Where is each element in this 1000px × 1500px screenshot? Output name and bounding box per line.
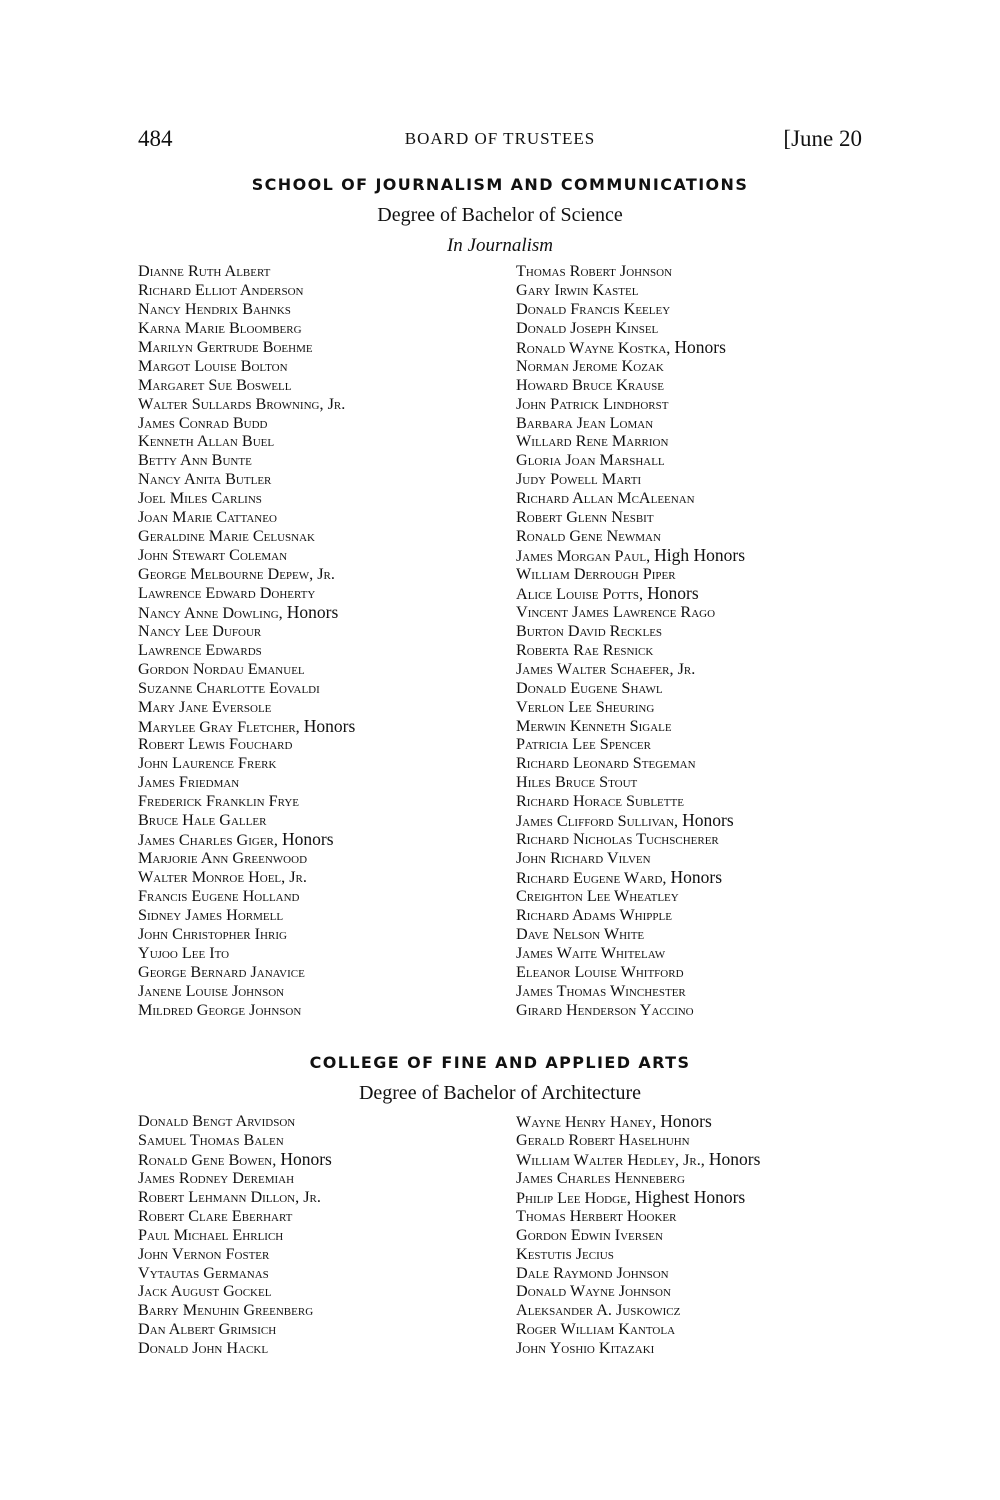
graduate-entry [138, 811, 355, 830]
graduate-entry [516, 1188, 760, 1207]
honors-designation: Honors [303, 715, 356, 736]
graduate-name: Richard Adams Whipple [516, 905, 672, 924]
graduate-name: Janene Louise Johnson [138, 981, 285, 1000]
graduate-entry [138, 395, 355, 414]
honors-designation: Honors [708, 1148, 761, 1169]
graduate-entry [138, 376, 355, 395]
graduate-name: Samuel Thomas Balen [138, 1130, 284, 1149]
graduate-entry [516, 546, 745, 565]
graduate-entry [138, 565, 355, 584]
architecture-school-heading: COLLEGE OF FINE AND APPLIED ARTS [309, 1053, 691, 1072]
graduate-entry [138, 584, 355, 603]
graduate-entry [138, 432, 355, 451]
graduate-name: Ronald Gene Newman [516, 527, 661, 546]
honors-designation: Honors [660, 1111, 712, 1131]
running-header [138, 126, 862, 156]
graduate-name: Vytautas Germanas [138, 1263, 269, 1282]
graduate-entry [138, 773, 355, 792]
graduate-name: Betty Ann Bunte [138, 451, 252, 470]
honors-designation: High Honors [654, 545, 746, 566]
graduate-name: James Rodney Deremiah [138, 1168, 295, 1187]
graduate-name: Richard Horace Sublette [516, 792, 684, 811]
graduate-name: Jack August Gockel [138, 1282, 272, 1301]
graduate-entry [138, 338, 355, 357]
graduate-entry [138, 717, 355, 736]
graduate-name: James Waite Whitelaw [516, 943, 666, 962]
graduate-entry [138, 527, 355, 546]
graduate-entry [516, 1150, 760, 1169]
graduate-entry [516, 735, 745, 754]
graduate-entry [138, 1188, 332, 1207]
graduate-entry [516, 1226, 760, 1245]
graduate-name: Lawrence Edwards [138, 640, 262, 659]
graduate-name: Yujoo Lee Ito [138, 943, 230, 962]
graduate-entry [138, 1001, 355, 1020]
graduate-entry [516, 1169, 760, 1188]
graduate-name: John Christopher Ihrig [138, 924, 287, 943]
graduate-name: Francis Eugene Holland [138, 886, 300, 905]
graduate-name: Margaret Sue Boswell [138, 375, 292, 394]
graduate-name: Nancy Hendrix Bahnks [138, 299, 291, 318]
graduate-name: James Charles Giger, [138, 831, 278, 850]
graduate-name: Philip Lee Hodge, [516, 1188, 631, 1207]
graduate-entry [138, 868, 355, 887]
graduate-name: James Clifford Sullivan, [516, 812, 679, 831]
graduate-entry [138, 414, 355, 433]
graduate-entry [516, 281, 745, 300]
graduate-name: Judy Powell Marti [516, 470, 642, 489]
graduate-entry [516, 262, 745, 281]
graduate-entry [516, 698, 745, 717]
graduate-entry [516, 1245, 760, 1264]
graduate-entry [516, 451, 745, 470]
graduate-entry [138, 925, 355, 944]
graduate-name: Mary Jane Eversole [138, 697, 272, 716]
graduate-name: Richard Elliot Anderson [138, 280, 304, 299]
graduate-name: Richard Eugene Ward, [516, 869, 667, 887]
graduate-entry [516, 641, 745, 660]
graduate-name: Robert Clare Eberhart [138, 1206, 293, 1225]
graduate-name: Bruce Hale Galler [138, 811, 267, 830]
graduate-entry [516, 300, 745, 319]
honors-designation: Highest Honors [634, 1186, 746, 1207]
graduate-entry [138, 1320, 332, 1339]
graduate-name: James Walter Schaefer, Jr. [516, 659, 696, 678]
graduate-name: Mildred George Johnson [138, 1000, 302, 1019]
graduate-name: Creighton Lee Wheatley [516, 886, 679, 905]
graduate-name: Karna Marie Bloomberg [138, 318, 302, 337]
graduate-entry [138, 622, 355, 641]
graduate-name: Frederick Franklin Frye [138, 792, 299, 811]
journalism-school-heading: SCHOOL OF JOURNALISM AND COMMUNICATIONS [251, 175, 749, 194]
graduate-name: Marylee Gray Fletcher, [138, 717, 300, 736]
graduate-name: John Laurence Frerk [138, 754, 277, 773]
graduate-entry [516, 414, 745, 433]
graduate-name: John Richard Vilven [516, 849, 651, 868]
graduate-entry [138, 641, 355, 660]
graduate-entry [516, 754, 745, 773]
graduate-entry [516, 432, 745, 451]
graduate-entry [516, 1264, 760, 1283]
graduate-entry [516, 849, 745, 868]
graduate-entry [138, 906, 355, 925]
graduate-entry [516, 811, 745, 830]
honors-designation: Honors [280, 1148, 332, 1169]
graduate-entry [516, 376, 745, 395]
journalism-field-heading: In Journalism [446, 235, 554, 256]
graduate-entry [516, 584, 745, 603]
graduate-name: George Bernard Janavice [138, 962, 305, 981]
graduate-name: Gordon Edwin Iversen [516, 1225, 663, 1244]
graduate-entry [516, 338, 745, 357]
graduate-entry [516, 489, 745, 508]
graduate-name: Richard Allan McAleenan [516, 489, 695, 508]
graduate-name: Robert Lewis Fouchard [138, 735, 293, 754]
graduate-name: Margot Louise Bolton [138, 356, 288, 375]
graduate-name: James Conrad Budd [138, 413, 268, 432]
graduate-name: Marilyn Gertrude Boehme [138, 337, 313, 356]
graduate-name: John Vernon Foster [138, 1244, 270, 1263]
graduate-name: Eleanor Louise Whitford [516, 962, 684, 981]
graduate-name: Thomas Robert Johnson [516, 262, 673, 280]
graduate-name: Donald Wayne Johnson [516, 1282, 671, 1301]
graduate-entry [516, 1339, 760, 1358]
graduate-entry [138, 887, 355, 906]
page-number: 484 [138, 126, 173, 151]
graduate-name: Roberta Rae Resnick [516, 640, 654, 659]
graduate-name: Dan Albert Grimsich [138, 1320, 277, 1339]
graduate-entry [138, 698, 355, 717]
graduate-name: Robert Lehmann Dillon, Jr. [138, 1187, 321, 1206]
graduate-entry [516, 1001, 745, 1020]
graduate-name: Gordon Nordau Emanuel [138, 659, 305, 678]
graduate-entry [138, 1169, 332, 1188]
graduate-entry [138, 357, 355, 376]
graduate-name: Barry Menuhin Greenberg [138, 1301, 314, 1320]
graduate-entry [516, 887, 745, 906]
graduate-name: Merwin Kenneth Sigale [516, 716, 672, 735]
graduate-entry [138, 1150, 332, 1169]
graduate-entry [516, 792, 745, 811]
graduate-name: William Walter Hedley, Jr., [516, 1150, 705, 1169]
graduate-entry [516, 470, 745, 489]
graduate-name: Dianne Ruth Albert [138, 262, 271, 280]
graduate-entry [138, 1264, 332, 1283]
graduate-entry [138, 1339, 332, 1358]
graduate-name: Gerald Robert Haselhuhn [516, 1130, 690, 1149]
graduate-name: Willard Rene Marrion [516, 432, 669, 451]
graduate-entry [516, 1282, 760, 1301]
graduate-name: Howard Bruce Krause [516, 375, 665, 394]
graduate-entry [516, 717, 745, 736]
graduate-entry [138, 300, 355, 319]
graduate-name: Patricia Lee Spencer [516, 735, 651, 754]
graduate-name: Donald Eugene Shawl [516, 678, 663, 697]
graduate-entry [516, 868, 745, 887]
graduate-entry [516, 1207, 760, 1226]
graduate-entry [516, 527, 745, 546]
graduate-name: Gary Irwin Kastel [516, 280, 639, 299]
graduate-name: Richard Nicholas Tuchscherer [516, 830, 719, 849]
architecture-degree-heading: Degree of Bachelor of Architecture [358, 1082, 642, 1104]
honors-designation: Honors [682, 810, 734, 831]
graduate-name: Lawrence Edward Doherty [138, 583, 316, 602]
graduate-entry [516, 773, 745, 792]
graduate-entry [516, 357, 745, 376]
graduate-entry [138, 1207, 332, 1226]
graduate-name: Richard Leonard Stegeman [516, 754, 696, 773]
honors-designation: Honors [286, 601, 339, 622]
graduate-name: Burton David Reckles [516, 621, 663, 640]
graduate-name: Norman Jerome Kozak [516, 356, 664, 375]
graduate-name: Donald John Hackl [138, 1339, 269, 1358]
graduate-name: John Yoshio Kitazaki [516, 1339, 655, 1358]
graduate-entry [138, 1282, 332, 1301]
graduate-entry [516, 1320, 760, 1339]
graduate-entry [138, 451, 355, 470]
graduate-entry [138, 735, 355, 754]
graduate-name: Suzanne Charlotte Eovaldi [138, 678, 320, 697]
graduate-name: Kenneth Allan Buel [138, 432, 275, 451]
graduate-name: Walter Sullards Browning, Jr. [138, 394, 346, 413]
graduate-entry [516, 395, 745, 414]
graduate-name: Marjorie Ann Greenwood [138, 849, 308, 868]
graduate-name: Donald Bengt Arvidson [138, 1112, 296, 1130]
graduate-entry [138, 470, 355, 489]
graduate-entry [516, 1131, 760, 1150]
graduate-name: Alice Louise Potts, [516, 584, 644, 603]
graduate-entry [138, 679, 355, 698]
graduate-entry [138, 319, 355, 338]
graduate-name: Robert Glenn Nesbit [516, 508, 654, 527]
graduate-entry [138, 944, 355, 963]
graduate-entry [138, 830, 355, 849]
graduate-name: James Thomas Winchester [516, 981, 686, 1000]
graduate-name: Gloria Joan Marshall [516, 451, 665, 470]
graduate-name: Ronald Gene Bowen, [138, 1150, 277, 1169]
journalism-degree-heading: Degree of Bachelor of Science [377, 204, 623, 226]
graduate-entry [516, 622, 745, 641]
graduate-entry [138, 1301, 332, 1320]
graduate-entry [516, 660, 745, 679]
graduate-entry [138, 508, 355, 527]
graduate-entry [516, 982, 745, 1001]
graduate-entry [138, 262, 355, 281]
graduate-entry [516, 906, 745, 925]
graduate-name: Hiles Bruce Stout [516, 773, 638, 792]
graduate-name: George Melbourne Depew, Jr. [138, 565, 335, 583]
graduate-entry [138, 982, 355, 1001]
honors-designation: Honors [647, 582, 699, 603]
graduate-name: John Stewart Coleman [138, 546, 288, 565]
graduate-name: Aleksander A. Juskowicz [516, 1301, 681, 1320]
architecture-names-left [138, 1112, 332, 1358]
graduate-name: Donald Joseph Kinsel [516, 318, 659, 337]
header-date: [June 20 [783, 126, 862, 151]
graduate-name: Thomas Herbert Hooker [516, 1206, 677, 1225]
graduate-name: Nancy Anne Dowling, [138, 603, 283, 622]
graduate-entry [138, 660, 355, 679]
graduate-name: Paul Michael Ehrlich [138, 1225, 284, 1244]
graduate-entry [516, 319, 745, 338]
graduate-entry [516, 565, 745, 584]
graduate-entry [138, 754, 355, 773]
journalism-names-right [516, 262, 745, 1020]
graduate-entry [516, 1301, 760, 1320]
graduate-name: James Morgan Paul, [516, 547, 651, 566]
graduate-name: Ronald Wayne Kostka, [516, 338, 671, 357]
graduate-entry [138, 849, 355, 868]
graduate-entry [138, 489, 355, 508]
graduate-name: James Charles Henneberg [516, 1168, 685, 1187]
graduate-name: James Friedman [138, 773, 240, 792]
graduate-name: Donald Francis Keeley [516, 299, 671, 318]
graduate-entry [138, 281, 355, 300]
graduate-name: Sidney James Hormell [138, 905, 284, 924]
running-title: BOARD OF TRUSTEES [404, 129, 596, 148]
graduate-name: Nancy Anita Butler [138, 470, 272, 489]
graduate-entry [138, 1245, 332, 1264]
graduate-entry [516, 1112, 760, 1131]
graduate-name: Verlon Lee Sheuring [516, 697, 655, 716]
honors-designation: Honors [670, 867, 723, 887]
graduate-name: Wayne Henry Haney, [516, 1113, 657, 1131]
graduate-name: Kestutis Jecius [516, 1244, 614, 1263]
graduate-entry [516, 679, 745, 698]
graduate-entry [516, 963, 745, 982]
graduate-entry [516, 508, 745, 527]
architecture-names-right [516, 1112, 760, 1358]
graduate-entry [516, 830, 745, 849]
graduate-entry [138, 1112, 332, 1131]
graduate-name: William Derrough Piper [516, 565, 676, 583]
graduate-name: Nancy Lee Dufour [138, 621, 262, 640]
graduate-name: Joel Miles Carlins [138, 489, 262, 508]
graduate-name: Girard Henderson Yaccino [516, 1000, 694, 1019]
graduate-entry [138, 963, 355, 982]
graduate-name: Dave Nelson White [516, 924, 645, 943]
graduate-name: Joan Marie Cattaneo [138, 508, 277, 527]
graduate-name: Dale Raymond Johnson [516, 1263, 669, 1282]
graduate-name: Barbara Jean Loman [516, 413, 654, 432]
graduate-name: John Patrick Lindhorst [516, 394, 669, 413]
graduate-entry [138, 603, 355, 622]
graduate-name: Geraldine Marie Celusnak [138, 527, 315, 546]
honors-designation: Honors [674, 336, 726, 357]
graduate-entry [138, 792, 355, 811]
graduate-entry [138, 546, 355, 565]
graduate-entry [516, 603, 745, 622]
graduate-entry [516, 925, 745, 944]
honors-designation: Honors [281, 829, 334, 850]
graduate-entry [516, 944, 745, 963]
graduate-name: Roger William Kantola [516, 1320, 676, 1339]
journalism-names-left [138, 262, 355, 1020]
graduate-name: Walter Monroe Hoel, Jr. [138, 868, 307, 886]
graduate-name: Vincent James Lawrence Rago [516, 602, 716, 621]
graduate-entry [138, 1226, 332, 1245]
graduate-entry [138, 1131, 332, 1150]
